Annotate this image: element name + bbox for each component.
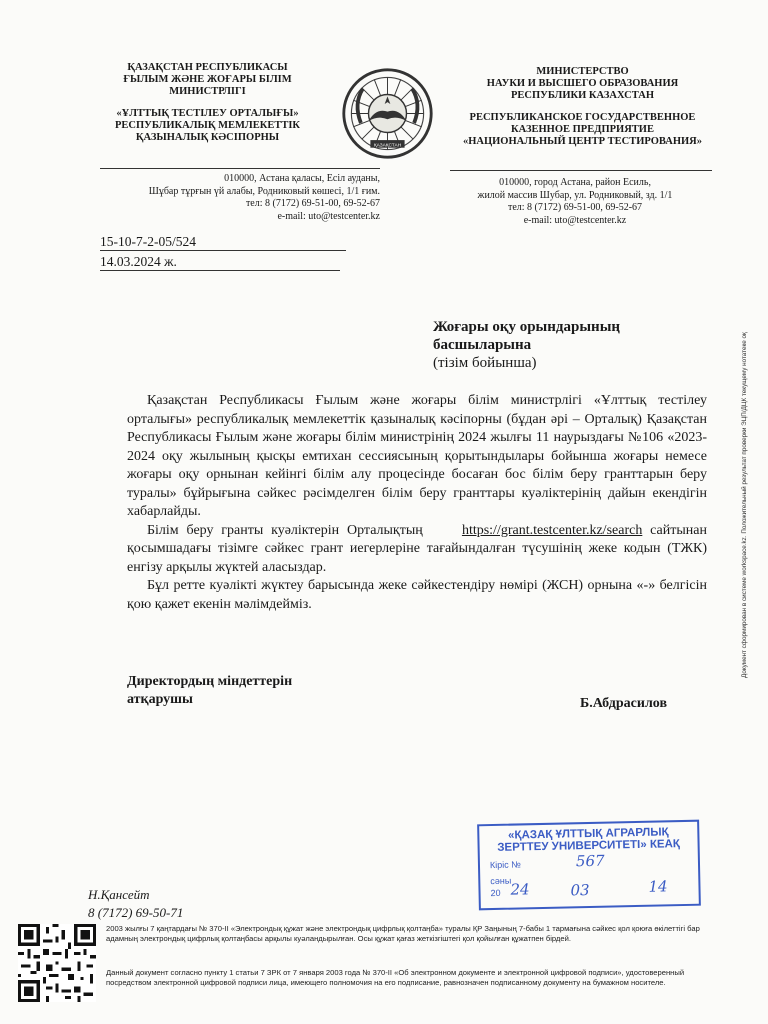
header-right-org-line: «НАЦИОНАЛЬНЫЙ ЦЕНТР ТЕСТИРОВАНИЯ» (462, 136, 703, 147)
executor-name: Н.Қансейт (88, 887, 150, 902)
body-paragraph-2-after: сайтынан қосымшадағы тізімге сәйкес грант иегерлеріне тағайындалған түсушінің жеке кодын (ТЖК) енгізу арқылы жүктей аласыздар. (127, 522, 707, 575)
header-right-line: НАУКИ И ВЫСШЕГО ОБРАЗОВАНИЯ (486, 78, 679, 89)
address-line: тел: 8 (7172) 69-51-00, 69-52-67 (507, 202, 643, 213)
header-right-org-line: РЕСПУБЛИКАНСКОЕ ГОСУДАРСТВЕННОЕ (469, 112, 696, 123)
header-rule-left (100, 168, 380, 169)
body-paragraph-2 (127, 522, 707, 578)
stamp-line: ЗЕРТТЕУ УНИВЕРСИТЕТІ» КЕАҚ (497, 838, 681, 854)
address-line: e-mail: uto@testcenter.kz (523, 214, 627, 226)
header-left-line: МИНИСТРЛІГІ (169, 86, 246, 97)
address-line: жилой массив Шубар, ул. Родниковый, зд. 1/1 (477, 189, 673, 201)
stamp-label-in: Кіріс № (489, 859, 521, 871)
address-line: Шұбар тұрғын үй алабы, Родниковый көшесі, 1/1 ғим. (148, 185, 380, 197)
state-emblem-icon (340, 66, 435, 161)
registration-number: 15-10-7-2-05/524 (100, 234, 346, 251)
recipient-note: (тізім бойынша) (433, 355, 537, 371)
recipient-line: басшыларына (433, 337, 532, 353)
body-paragraph-3: Бұл ретте куәлікті жүктеу барысында жеке сәйкестендіру нөмірі (ЖСН) орнына «-» белгісін қою қажет екенін мәлімдейміз. (127, 578, 707, 612)
executor-phone: 8 (7172) 69-50-71 (88, 905, 184, 920)
side-verification-note (738, 300, 750, 680)
stamp-label-date: сәны (490, 875, 512, 887)
header-left-org-line: РЕСПУБЛИКАЛЫҚ МЕМЛЕКЕТТІК (114, 120, 301, 131)
header-right-ministry (450, 66, 715, 148)
signatory-name: Б.Абдрасилов (580, 696, 668, 711)
address-left (110, 173, 380, 223)
address-line: 010000, Астана қаласы, Есіл ауданы, (224, 173, 380, 184)
stamp-day: 24 (510, 880, 530, 899)
header-left-org-line: «ҰЛТТЫҚ ТЕСТІЛЕУ ОРТАЛЫҒЫ» (116, 108, 299, 119)
emblem-text: ҚАЗАҚСТАН (373, 143, 402, 149)
qr-code-icon (18, 924, 96, 1002)
recipient-line: Жоғары оқу орындарының (433, 319, 621, 335)
header-left-line: ҚАЗАҚСТАН РЕСПУБЛИКАСЫ (127, 62, 288, 73)
body-paragraph-1: Қазақстан Республикасы Ғылым және жоғары білім министрлігі «Ұлттық тестілеу орталығы» республикалық мемлекеттік қазыналық кәсіпорны (бұдан әрі – Орталық) Қазақстан Республикасы Ғылым және жоғары білім министрінің 2024 жылғы 11 наурыздағы №106 «2023-2024 оқу жылының қысқы емтихан сессиясының қорытындылары бойынша жоғары немесе жоғары оқу орнынан кейінгі білім алу процесінде босаған бос білім беру гранттарын беру туралы» бұйрығына сәйкес рәсімделген білім беру гранттары куәліктерінің дайын екендігін хабарлайды. (127, 393, 707, 519)
executor-block (88, 886, 183, 922)
grant-search-link[interactable]: https://grant.testcenter.kz/search (461, 522, 643, 538)
stamp-number: 567 (575, 851, 605, 871)
address-line: 010000, город Астана, район Есиль, (499, 177, 651, 188)
stamp-line: «ҚАЗАҚ ҰЛТТЫҚ АГРАРЛЫҚ (507, 826, 669, 842)
header-right-line: РЕСПУБЛИКИ КАЗАХСТАН (510, 90, 654, 101)
side-note-text: Документ сформирован в системе workspace.kz. Положительный результат проверки ЭЦП/ДЦК текущему нотатеке оқ (741, 332, 748, 678)
address-line: тел: 8 (7172) 69-51-00, 69-52-67 (245, 198, 380, 209)
stamp-month: 03 (570, 880, 590, 900)
registration-number-row (100, 234, 346, 251)
header-right-line: МИНИСТЕРСТВО (536, 66, 629, 77)
body-paragraph-2-before: Білім беру гранты куәліктерін Орталықтың (147, 522, 423, 538)
signature-title-line: атқарушы (127, 692, 193, 707)
header-rule-right (450, 170, 712, 171)
recipient-block (433, 318, 713, 372)
stamp-year: 14 (648, 877, 668, 896)
address-right (455, 177, 695, 227)
letter-body (127, 392, 707, 614)
footer-legal-ru: Данный документ согласно пункту 1 статьи 7 ЗРК от 7 января 2003 года № 370-II «Об электронном документе и электронной цифровой подписи», удостоверенный посредством электронной цифровой подписи лица, имеющего полномочия на его подписание, равнозначен подписанному документу на бумажном носителе. (106, 968, 685, 987)
signature-title-line: Директордың міндеттерін (127, 674, 293, 689)
incoming-registration-stamp (477, 820, 701, 911)
header-right-org-line: КАЗЕННОЕ ПРЕДПРИЯТИЕ (511, 124, 654, 135)
registration-date: 14.03.2024 ж. (100, 254, 340, 271)
registration-date-row (100, 254, 340, 271)
header-left-line: ҒЫЛЫМ ЖӘНЕ ЖОҒАРЫ БІЛІМ (123, 74, 292, 85)
header-left-org-line: ҚАЗЫНАЛЫҚ КӘСІПОРНЫ (135, 132, 280, 143)
footer-legal-kz: 2003 жылғы 7 қаңтардағы № 370-II «Электрондық құжат және электрондық цифрлық қолтаңба» туралы ҚР Заңының 7-бабы 1 тармағына сәйкес қол қоюға өкілеттігі бар адамның электрондық цифрлық қолтаңбасы арқылы куәландырылған. Осы құжат қағаз жеткізгіштегі қол қойылған құжатпен бірдей. (106, 924, 700, 943)
signature-title (127, 673, 387, 709)
header-left-ministry (100, 62, 315, 144)
address-line: e-mail: uto@testcenter.kz (277, 210, 380, 222)
stamp-year-prefix: 20 (490, 887, 501, 899)
